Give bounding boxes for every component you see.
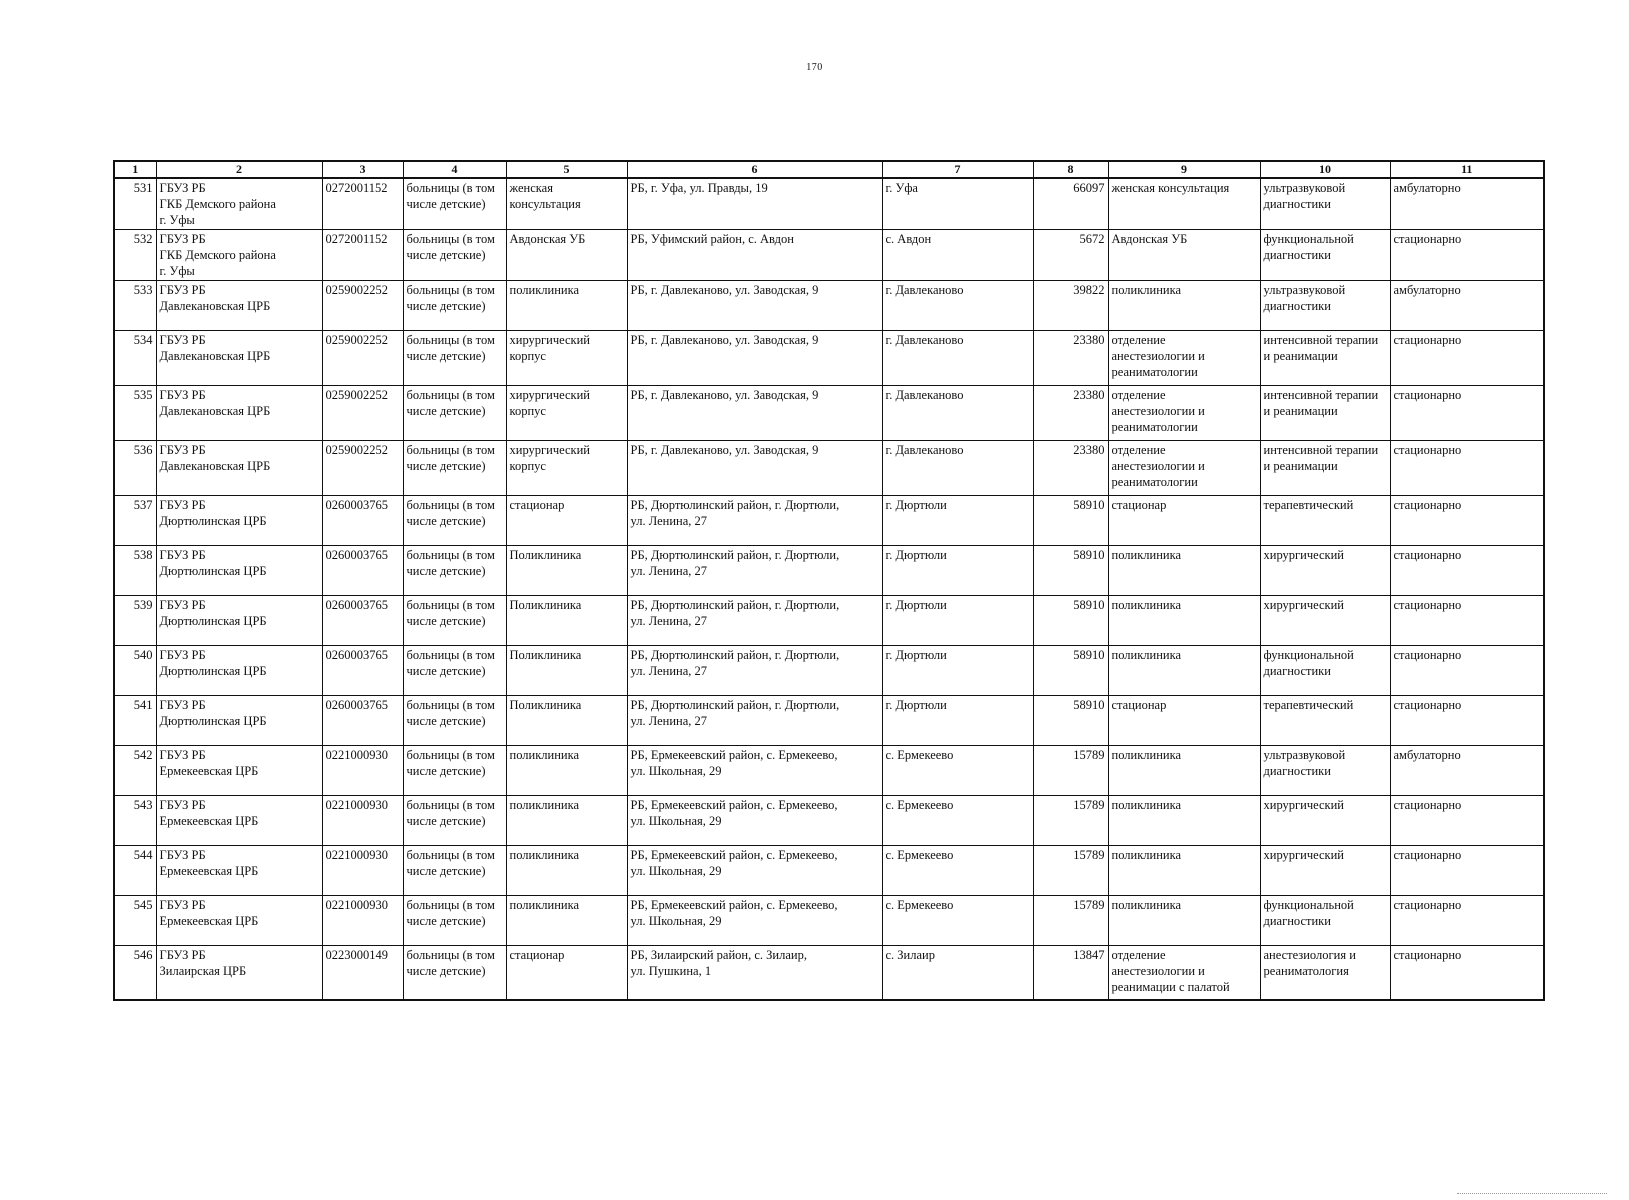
unit-cell: поликлиника <box>1108 596 1260 646</box>
population-cell: 39822 <box>1033 281 1108 331</box>
column-header-2: 2 <box>156 161 322 178</box>
table-row <box>114 946 1544 1000</box>
unit-cell: отделение анестезиологии и реаниматологии <box>1108 331 1260 386</box>
locality-cell: г. Давлеканово <box>882 281 1033 331</box>
locality-cell: с. Ермекеево <box>882 846 1033 896</box>
locality-cell: с. Ермекеево <box>882 896 1033 946</box>
subdivision-cell: женская консультация <box>506 178 627 230</box>
org-type-cell: больницы (в том числе детские) <box>403 646 506 696</box>
unit-cell: поликлиника <box>1108 896 1260 946</box>
population-cell: 58910 <box>1033 696 1108 746</box>
column-header-11: 11 <box>1390 161 1544 178</box>
address-cell: РБ, г. Давлеканово, ул. Заводская, 9 <box>627 441 882 496</box>
subdivision-cell: поликлиника <box>506 896 627 946</box>
department-cell: интенсивной терапии и реанимации <box>1260 386 1390 441</box>
column-header-8: 8 <box>1033 161 1108 178</box>
org-type-cell: больницы (в том числе детские) <box>403 331 506 386</box>
table-row <box>114 646 1544 696</box>
care-form-cell: стационарно <box>1390 496 1544 546</box>
row-number-cell: 545 <box>114 896 156 946</box>
population-cell: 58910 <box>1033 546 1108 596</box>
care-form-cell: амбулаторно <box>1390 281 1544 331</box>
row-number-cell: 543 <box>114 796 156 846</box>
inn-cell: 0272001152 <box>322 178 403 230</box>
org-type-cell: больницы (в том числе детские) <box>403 746 506 796</box>
locality-cell: с. Ермекеево <box>882 796 1033 846</box>
table-body <box>114 178 1544 1000</box>
row-number-cell: 534 <box>114 331 156 386</box>
inn-cell: 0260003765 <box>322 646 403 696</box>
department-cell: хирургический <box>1260 846 1390 896</box>
address-cell: РБ, Зилаирский район, с. Зилаир, ул. Пушкина, 1 <box>627 946 882 1000</box>
org-type-cell: больницы (в том числе детские) <box>403 846 506 896</box>
population-cell: 15789 <box>1033 846 1108 896</box>
population-cell: 66097 <box>1033 178 1108 230</box>
unit-cell: поликлиника <box>1108 846 1260 896</box>
column-header-3: 3 <box>322 161 403 178</box>
inn-cell: 0259002252 <box>322 281 403 331</box>
inn-cell: 0223000149 <box>322 946 403 1000</box>
page-number: 170 <box>806 62 823 73</box>
row-number-cell: 539 <box>114 596 156 646</box>
population-cell: 58910 <box>1033 596 1108 646</box>
population-cell: 23380 <box>1033 441 1108 496</box>
address-cell: РБ, г. Давлеканово, ул. Заводская, 9 <box>627 386 882 441</box>
table-row <box>114 230 1544 281</box>
subdivision-cell: Поликлиника <box>506 596 627 646</box>
column-header-4: 4 <box>403 161 506 178</box>
organization-cell: ГБУЗ РБ Дюртюлинская ЦРБ <box>156 546 322 596</box>
care-form-cell: стационарно <box>1390 441 1544 496</box>
subdivision-cell: Поликлиника <box>506 546 627 596</box>
locality-cell: с. Ермекеево <box>882 746 1033 796</box>
inn-cell: 0260003765 <box>322 596 403 646</box>
locality-cell: с. Авдон <box>882 230 1033 281</box>
unit-cell: поликлиника <box>1108 281 1260 331</box>
row-number-cell: 538 <box>114 546 156 596</box>
population-cell: 58910 <box>1033 496 1108 546</box>
department-cell: функциональной диагностики <box>1260 896 1390 946</box>
care-form-cell: амбулаторно <box>1390 746 1544 796</box>
population-cell: 23380 <box>1033 386 1108 441</box>
inn-cell: 0221000930 <box>322 846 403 896</box>
subdivision-cell: поликлиника <box>506 796 627 846</box>
org-type-cell: больницы (в том числе детские) <box>403 496 506 546</box>
table-row <box>114 896 1544 946</box>
org-type-cell: больницы (в том числе детские) <box>403 386 506 441</box>
care-form-cell: стационарно <box>1390 896 1544 946</box>
department-cell: интенсивной терапии и реанимации <box>1260 441 1390 496</box>
column-header-9: 9 <box>1108 161 1260 178</box>
subdivision-cell: поликлиника <box>506 846 627 896</box>
population-cell: 15789 <box>1033 796 1108 846</box>
care-form-cell: стационарно <box>1390 596 1544 646</box>
care-form-cell: стационарно <box>1390 696 1544 746</box>
subdivision-cell: хирургический корпус <box>506 331 627 386</box>
unit-cell: поликлиника <box>1108 796 1260 846</box>
org-type-cell: больницы (в том числе детские) <box>403 896 506 946</box>
care-form-cell: стационарно <box>1390 846 1544 896</box>
department-cell: терапевтический <box>1260 696 1390 746</box>
row-number-cell: 532 <box>114 230 156 281</box>
facilities-table <box>113 160 1545 1001</box>
inn-cell: 0260003765 <box>322 496 403 546</box>
table-row <box>114 331 1544 386</box>
locality-cell: г. Дюртюли <box>882 646 1033 696</box>
care-form-cell: стационарно <box>1390 386 1544 441</box>
locality-cell: г. Дюртюли <box>882 596 1033 646</box>
population-cell: 5672 <box>1033 230 1108 281</box>
row-number-cell: 537 <box>114 496 156 546</box>
inn-cell: 0259002252 <box>322 331 403 386</box>
unit-cell: Авдонская УБ <box>1108 230 1260 281</box>
row-number-cell: 541 <box>114 696 156 746</box>
unit-cell: отделение анестезиологии и реанимации с палатой <box>1108 946 1260 1000</box>
organization-cell: ГБУЗ РБ Давлекановская ЦРБ <box>156 281 322 331</box>
inn-cell: 0259002252 <box>322 386 403 441</box>
locality-cell: г. Давлеканово <box>882 331 1033 386</box>
department-cell: интенсивной терапии и реанимации <box>1260 331 1390 386</box>
unit-cell: отделение анестезиологии и реаниматологии <box>1108 386 1260 441</box>
header-row <box>114 161 1544 178</box>
subdivision-cell: Поликлиника <box>506 696 627 746</box>
locality-cell: г. Уфа <box>882 178 1033 230</box>
table-row <box>114 596 1544 646</box>
inn-cell: 0272001152 <box>322 230 403 281</box>
row-number-cell: 533 <box>114 281 156 331</box>
locality-cell: г. Дюртюли <box>882 696 1033 746</box>
column-header-10: 10 <box>1260 161 1390 178</box>
inn-cell: 0259002252 <box>322 441 403 496</box>
organization-cell: ГБУЗ РБ Дюртюлинская ЦРБ <box>156 646 322 696</box>
department-cell: хирургический <box>1260 796 1390 846</box>
locality-cell: с. Зилаир <box>882 946 1033 1000</box>
department-cell: ультразвуковой диагностики <box>1260 746 1390 796</box>
inn-cell: 0221000930 <box>322 746 403 796</box>
department-cell: ультразвуковой диагностики <box>1260 281 1390 331</box>
row-number-cell: 535 <box>114 386 156 441</box>
column-header-7: 7 <box>882 161 1033 178</box>
row-number-cell: 544 <box>114 846 156 896</box>
unit-cell: женская консультация <box>1108 178 1260 230</box>
column-header-6: 6 <box>627 161 882 178</box>
address-cell: РБ, г. Уфа, ул. Правды, 19 <box>627 178 882 230</box>
population-cell: 15789 <box>1033 896 1108 946</box>
department-cell: функциональной диагностики <box>1260 646 1390 696</box>
organization-cell: ГБУЗ РБ Дюртюлинская ЦРБ <box>156 596 322 646</box>
organization-cell: ГБУЗ РБ Давлекановская ЦРБ <box>156 331 322 386</box>
subdivision-cell: поликлиника <box>506 746 627 796</box>
unit-cell: стационар <box>1108 696 1260 746</box>
org-type-cell: больницы (в том числе детские) <box>403 178 506 230</box>
table-row <box>114 846 1544 896</box>
address-cell: РБ, Дюртюлинский район, г. Дюртюли, ул. Ленина, 27 <box>627 646 882 696</box>
org-type-cell: больницы (в том числе детские) <box>403 946 506 1000</box>
subdivision-cell: поликлиника <box>506 281 627 331</box>
locality-cell: г. Давлеканово <box>882 386 1033 441</box>
address-cell: РБ, Ермекеевский район, с. Ермекеево, ул. Школьная, 29 <box>627 796 882 846</box>
population-cell: 13847 <box>1033 946 1108 1000</box>
table-row <box>114 386 1544 441</box>
address-cell: РБ, Ермекеевский район, с. Ермекеево, ул. Школьная, 29 <box>627 896 882 946</box>
care-form-cell: стационарно <box>1390 331 1544 386</box>
subdivision-cell: стационар <box>506 946 627 1000</box>
row-number-cell: 546 <box>114 946 156 1000</box>
inn-cell: 0221000930 <box>322 896 403 946</box>
address-cell: РБ, Дюртюлинский район, г. Дюртюли, ул. Ленина, 27 <box>627 696 882 746</box>
table-header <box>114 161 1544 178</box>
inn-cell: 0221000930 <box>322 796 403 846</box>
care-form-cell: стационарно <box>1390 546 1544 596</box>
table-row <box>114 281 1544 331</box>
department-cell: ультразвуковой диагностики <box>1260 178 1390 230</box>
organization-cell: ГБУЗ РБ Ермекеевская ЦРБ <box>156 796 322 846</box>
subdivision-cell: хирургический корпус <box>506 386 627 441</box>
care-form-cell: стационарно <box>1390 796 1544 846</box>
subdivision-cell: Авдонская УБ <box>506 230 627 281</box>
organization-cell: ГБУЗ РБ Давлекановская ЦРБ <box>156 441 322 496</box>
subdivision-cell: стационар <box>506 496 627 546</box>
column-header-1: 1 <box>114 161 156 178</box>
unit-cell: отделение анестезиологии и реаниматологии <box>1108 441 1260 496</box>
organization-cell: ГБУЗ РБ ГКБ Демского района г. Уфы <box>156 230 322 281</box>
address-cell: РБ, Дюртюлинский район, г. Дюртюли, ул. Ленина, 27 <box>627 496 882 546</box>
row-number-cell: 536 <box>114 441 156 496</box>
unit-cell: стационар <box>1108 496 1260 546</box>
organization-cell: ГБУЗ РБ Дюртюлинская ЦРБ <box>156 496 322 546</box>
table-row <box>114 496 1544 546</box>
organization-cell: ГБУЗ РБ ГКБ Демского района г. Уфы <box>156 178 322 230</box>
organization-cell: ГБУЗ РБ Дюртюлинская ЦРБ <box>156 696 322 746</box>
department-cell: функциональной диагностики <box>1260 230 1390 281</box>
population-cell: 23380 <box>1033 331 1108 386</box>
organization-cell: ГБУЗ РБ Ермекеевская ЦРБ <box>156 846 322 896</box>
row-number-cell: 531 <box>114 178 156 230</box>
locality-cell: г. Давлеканово <box>882 441 1033 496</box>
department-cell: хирургический <box>1260 596 1390 646</box>
address-cell: РБ, Дюртюлинский район, г. Дюртюли, ул. Ленина, 27 <box>627 546 882 596</box>
row-number-cell: 542 <box>114 746 156 796</box>
care-form-cell: стационарно <box>1390 946 1544 1000</box>
org-type-cell: больницы (в том числе детские) <box>403 546 506 596</box>
org-type-cell: больницы (в том числе детские) <box>403 796 506 846</box>
address-cell: РБ, г. Давлеканово, ул. Заводская, 9 <box>627 281 882 331</box>
organization-cell: ГБУЗ РБ Ермекеевская ЦРБ <box>156 896 322 946</box>
scan-artifact <box>1457 1193 1607 1194</box>
organization-cell: ГБУЗ РБ Давлекановская ЦРБ <box>156 386 322 441</box>
row-number-cell: 540 <box>114 646 156 696</box>
unit-cell: поликлиника <box>1108 646 1260 696</box>
column-header-5: 5 <box>506 161 627 178</box>
care-form-cell: стационарно <box>1390 230 1544 281</box>
unit-cell: поликлиника <box>1108 546 1260 596</box>
address-cell: РБ, Ермекеевский район, с. Ермекеево, ул. Школьная, 29 <box>627 746 882 796</box>
table-row <box>114 546 1544 596</box>
table-row <box>114 696 1544 746</box>
locality-cell: г. Дюртюли <box>882 496 1033 546</box>
inn-cell: 0260003765 <box>322 696 403 746</box>
org-type-cell: больницы (в том числе детские) <box>403 441 506 496</box>
department-cell: терапевтический <box>1260 496 1390 546</box>
subdivision-cell: хирургический корпус <box>506 441 627 496</box>
population-cell: 15789 <box>1033 746 1108 796</box>
address-cell: РБ, Уфимский район, с. Авдон <box>627 230 882 281</box>
address-cell: РБ, Ермекеевский район, с. Ермекеево, ул. Школьная, 29 <box>627 846 882 896</box>
table-row <box>114 796 1544 846</box>
table-row <box>114 746 1544 796</box>
department-cell: хирургический <box>1260 546 1390 596</box>
care-form-cell: амбулаторно <box>1390 178 1544 230</box>
organization-cell: ГБУЗ РБ Зилаирская ЦРБ <box>156 946 322 1000</box>
table-row <box>114 178 1544 230</box>
address-cell: РБ, г. Давлеканово, ул. Заводская, 9 <box>627 331 882 386</box>
org-type-cell: больницы (в том числе детские) <box>403 281 506 331</box>
org-type-cell: больницы (в том числе детские) <box>403 230 506 281</box>
department-cell: анестезиология и реаниматология <box>1260 946 1390 1000</box>
subdivision-cell: Поликлиника <box>506 646 627 696</box>
org-type-cell: больницы (в том числе детские) <box>403 696 506 746</box>
care-form-cell: стационарно <box>1390 646 1544 696</box>
org-type-cell: больницы (в том числе детские) <box>403 596 506 646</box>
population-cell: 58910 <box>1033 646 1108 696</box>
inn-cell: 0260003765 <box>322 546 403 596</box>
table-row <box>114 441 1544 496</box>
unit-cell: поликлиника <box>1108 746 1260 796</box>
organization-cell: ГБУЗ РБ Ермекеевская ЦРБ <box>156 746 322 796</box>
locality-cell: г. Дюртюли <box>882 546 1033 596</box>
address-cell: РБ, Дюртюлинский район, г. Дюртюли, ул. Ленина, 27 <box>627 596 882 646</box>
